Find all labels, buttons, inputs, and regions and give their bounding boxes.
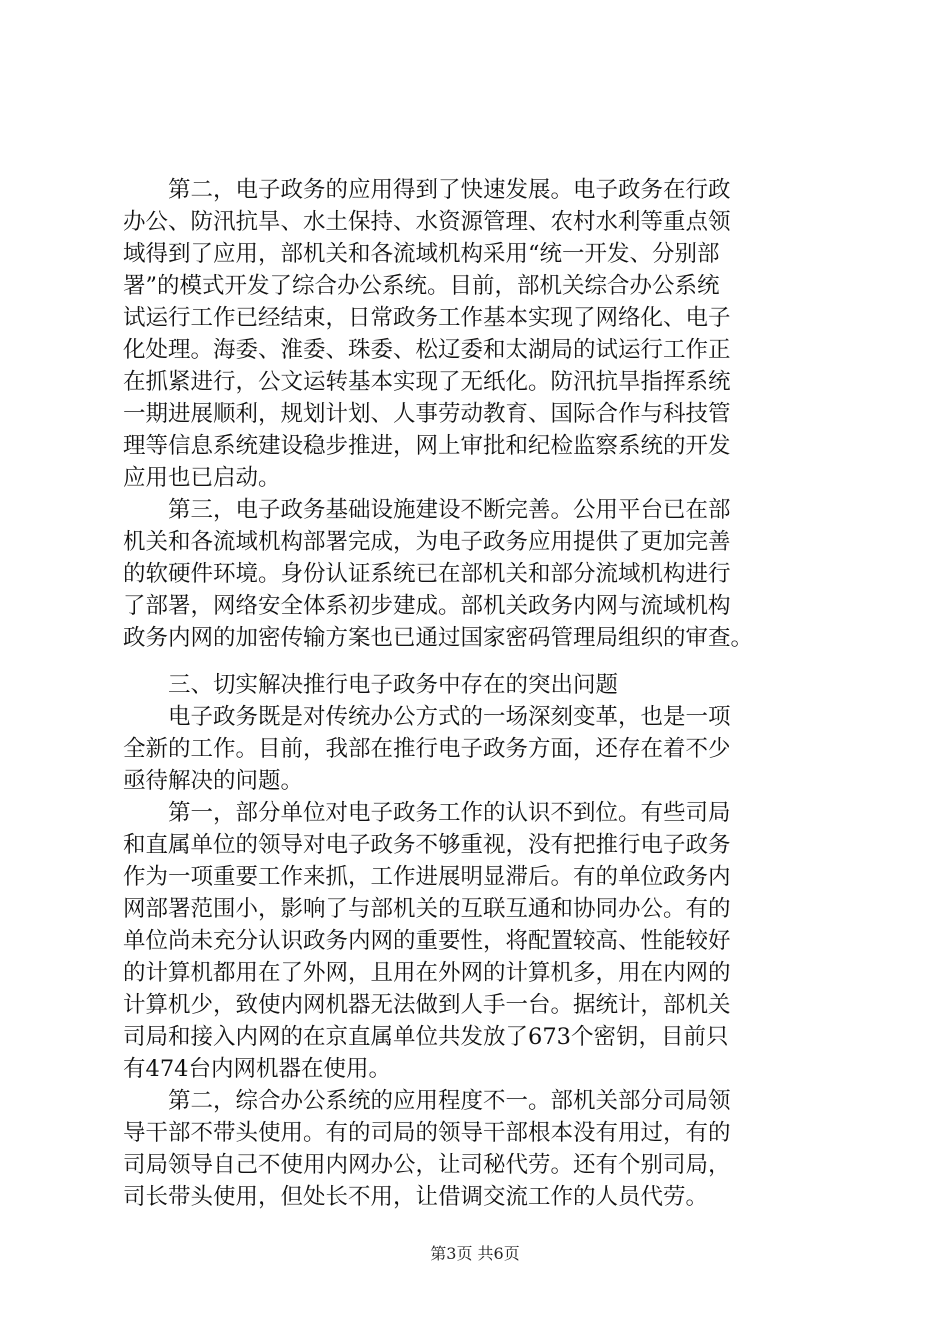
paragraph-line: 域得到了应用，部机关和各流域机构采用“统一开发、分别部 <box>123 241 720 267</box>
paragraph-line: 办公、防汛抗旱、水土保持、水资源管理、农村水利等重点领 <box>123 209 731 235</box>
paragraph-line: 网部署范围小，影响了与部机关的互联互通和协同办公。有的 <box>123 896 731 922</box>
paragraph-line: 应用也已启动。 <box>123 465 281 491</box>
paragraph-line: 第二，综合办公系统的应用程度不一。部机关部分司局领 <box>168 1088 731 1114</box>
paragraph-line: 有474台内网机器在使用。 <box>123 1056 391 1082</box>
paragraph-line: 第三，电子政务基础设施建设不断完善。公用平台已在部 <box>168 497 731 523</box>
section-heading: 三、切实解决推行电子政务中存在的突出问题 <box>168 672 619 698</box>
paragraph-line: 政务内网的加密传输方案也已通过国家密码管理局组织的审查。 <box>123 625 754 651</box>
paragraph-line: 化处理。海委、淮委、珠委、松辽委和太湖局的试运行工作正 <box>123 337 731 363</box>
paragraph-line: 了部署，网络安全体系初步建成。部机关政务内网与流域机构 <box>123 593 731 619</box>
paragraph-line: 和直属单位的领导对电子政务不够重视，没有把推行电子政务 <box>123 832 731 858</box>
paragraph-line: 司局领导自己不使用内网办公，让司秘代劳。还有个别司局， <box>123 1152 731 1178</box>
paragraph-line: 司局和接入内网的在京直属单位共发放了673个密钥，目前只 <box>123 1024 729 1050</box>
paragraph-line: 导干部不带头使用。有的司局的领导干部根本没有用过，有的 <box>123 1120 731 1146</box>
paragraph-line: 第二，电子政务的应用得到了快速发展。电子政务在行政 <box>168 177 731 203</box>
paragraph-line: 单位尚未充分认识政务内网的重要性，将配置较高、性能较好 <box>123 928 731 954</box>
paragraph-line: 理等信息系统建设稳步推进，网上审批和纪检监察系统的开发 <box>123 433 731 459</box>
page-number-footer: 第3页 共6页 <box>430 1244 520 1263</box>
paragraph-line: 电子政务既是对传统办公方式的一场深刻变革，也是一项 <box>168 704 731 730</box>
paragraph-line: 司长带头使用，但处长不用，让借调交流工作的人员代劳。 <box>123 1184 709 1210</box>
paragraph-line: 的软硬件环境。身份认证系统已在部机关和部分流域机构进行 <box>123 561 731 587</box>
paragraph-line: 亟待解决的问题。 <box>123 768 304 794</box>
paragraph-line: 在抓紧进行，公文运转基本实现了无纸化。防汛抗旱指挥系统 <box>123 369 731 395</box>
paragraph-line: 署”的模式开发了综合办公系统。目前，部机关综合办公系统 <box>123 273 720 299</box>
paragraph-line: 一期进展顺利，规划计划、人事劳动教育、国际合作与科技管 <box>123 401 731 427</box>
paragraph-line: 机关和各流域机构部署完成，为电子政务应用提供了更加完善 <box>123 529 731 555</box>
paragraph-line: 试运行工作已经结束，日常政务工作基本实现了网络化、电子 <box>123 305 731 331</box>
paragraph-line: 第一，部分单位对电子政务工作的认识不到位。有些司局 <box>168 800 731 826</box>
paragraph-line: 计算机少，致使内网机器无法做到人手一台。据统计，部机关 <box>123 992 731 1018</box>
paragraph-line: 全新的工作。目前，我部在推行电子政务方面，还存在着不少 <box>123 736 731 762</box>
paragraph-line: 的计算机都用在了外网，且用在外网的计算机多，用在内网的 <box>123 960 731 986</box>
paragraph-line: 作为一项重要工作来抓，工作进展明显滞后。有的单位政务内 <box>123 864 731 890</box>
